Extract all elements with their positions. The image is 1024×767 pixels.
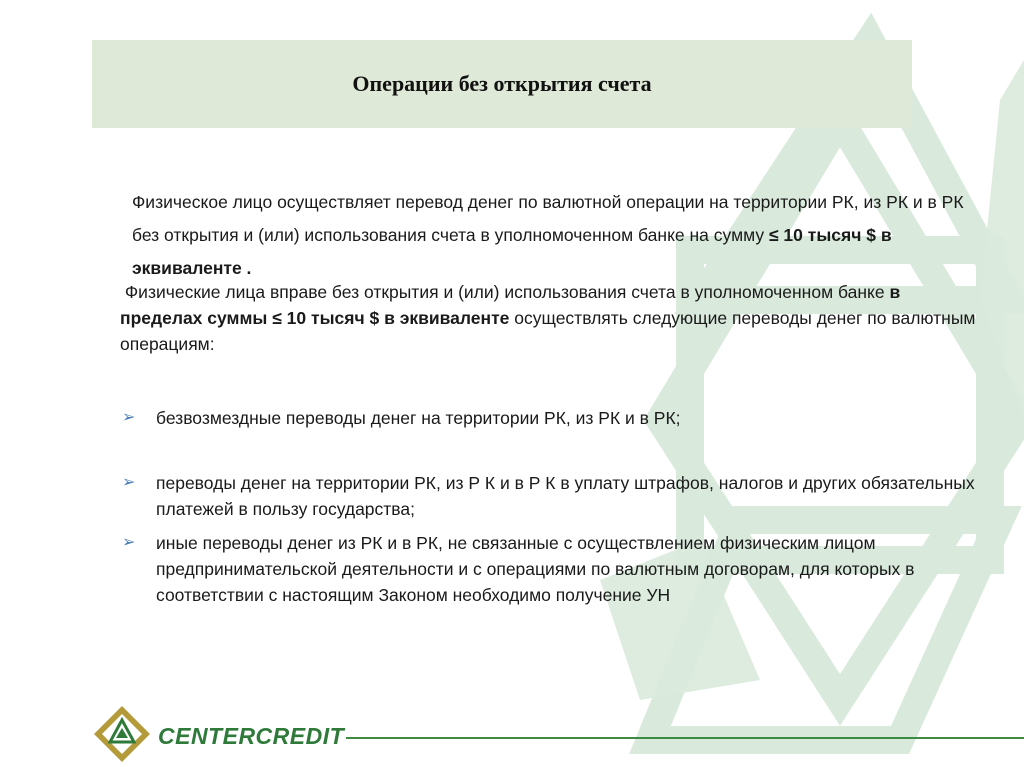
list-item [120,530,980,608]
bullet-arrow-icon: ➢ [122,409,136,426]
bullet-arrow-icon: ➢ [122,474,136,491]
paragraph-1-text: Физическое лицо осуществляет перевод денег по валютной операции на территории РК, из РК и в РК без открытия и (или) использования счета в уполномоченном банке на сумму [132,192,964,245]
list-item [120,470,980,522]
paragraph-2-emphasis: в пределах суммы ≤ 10 тысяч $ в эквиваленте [120,282,901,328]
list-item-text: переводы денег на территории РК, из Р К и в Р К в уплату штрафов, налогов и других обязательных платежей в пользу государства; [156,473,975,519]
brand-name: CENTERCREDIT [158,723,345,749]
paragraph-2-text-a: Физические лица вправе без открытия и (или) использования счета в уполномоченном банке [124,282,890,302]
list-item [120,405,980,431]
paragraph-2 [120,279,980,357]
footer-divider [346,737,1024,739]
paragraph-1-emphasis: ≤ 10 тысяч $ в эквиваленте . [132,225,892,278]
bullet-arrow-icon: ➢ [122,534,136,551]
page-title: Операции без открытия счета [352,71,652,96]
paragraph-1 [120,186,980,285]
slide-body [120,186,980,357]
paragraph-2-text-c: осуществлять следующие переводы денег по валютным операциям: [120,308,976,354]
title-banner [92,40,912,128]
list-item-text: безвозмездные переводы денег на территории РК, из РК и в РК; [156,408,681,428]
list-item-text: иные переводы денег из РК и в РК, не связанные с осуществлением физическим лицом предпринимательской деятельности и с операциями по валютным договорам, для которых в соответствии с настоящим Законом необходимо получение УН [156,533,915,605]
